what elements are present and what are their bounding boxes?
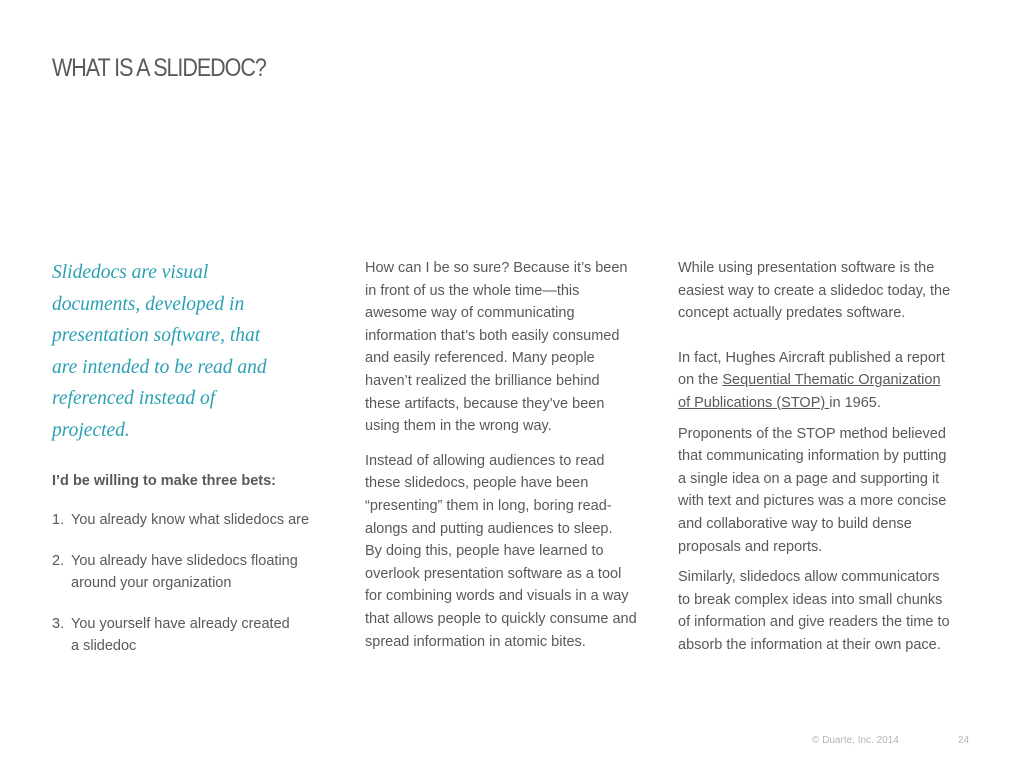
list-number: 2. [52, 553, 65, 569]
intro-line: projected. [52, 419, 130, 441]
list-line: a slidedoc [71, 638, 137, 654]
text-line: By doing this, people have learned to [365, 543, 604, 560]
paragraph-instead [365, 450, 663, 653]
list-item [52, 550, 342, 594]
text-line: “presenting” them in long, boring read- [365, 497, 612, 514]
text-line: overlook presentation software as a tool [365, 565, 622, 582]
intro-line: Slidedocs are visual [52, 262, 209, 283]
text-line: alongs and putting audiences to sleep. [365, 520, 613, 537]
text-line: In fact, Hughes Aircraft published a report [678, 349, 945, 366]
text-line: spread information in atomic bites. [365, 633, 586, 650]
text-line [678, 392, 978, 415]
text-line: using them in the wrong way. [365, 418, 552, 435]
intro-line: referenced instead of [52, 388, 216, 409]
intro-quote [52, 257, 342, 446]
intro-line: are intended to be read and [52, 356, 267, 378]
left-column [52, 257, 342, 676]
text-line: absorb the information at their own pace. [678, 636, 941, 653]
paragraph-how-sure [365, 257, 663, 438]
text-line: While using presentation software is the [678, 260, 935, 276]
list-number: 3. [52, 616, 65, 632]
text-line: to break complex ideas into small chunks [678, 591, 943, 608]
right-column [678, 257, 978, 657]
text-line: that communicating information by putting [678, 448, 947, 465]
text-line: easiest way to create a slidedoc today, the [678, 282, 951, 299]
text-line: these artifacts, because they’ve been [365, 395, 605, 412]
text-line: for combining words and visuals in a way [365, 588, 629, 605]
text-line: in front of us the whole time—this [365, 282, 580, 299]
page-number: 24 [958, 735, 970, 746]
list-line: around your organization [71, 575, 232, 591]
bets-list [52, 509, 342, 657]
text-line [678, 369, 978, 392]
intro-line: presentation software, that [52, 325, 261, 346]
list-text [71, 613, 290, 657]
stop-link[interactable]: Sequential Thematic Organization [722, 372, 941, 389]
page-title: WHAT IS A SLIDEDOC? [52, 54, 266, 82]
text-fragment: on the [678, 372, 723, 389]
paragraph-predates [678, 257, 978, 325]
text-line: with text and pictures was a more concise [678, 493, 947, 510]
text-fragment: in 1965. [829, 394, 881, 411]
list-text [71, 550, 298, 594]
text-line: Instead of allowing audiences to read [365, 452, 605, 469]
stop-link-continued[interactable]: of Publications (STOP) [678, 394, 830, 411]
list-item [52, 509, 342, 531]
list-item [52, 613, 342, 657]
text-line: of information and give readers the time to [678, 614, 950, 631]
bets-heading: I’d be willing to make three bets: [52, 473, 276, 489]
text-line: awesome way of communicating [365, 305, 575, 322]
paragraph-hughes [678, 347, 978, 415]
list-line: You already know what slidedocs are [71, 512, 310, 528]
text-line: proposals and reports. [678, 538, 823, 555]
paragraph-proponents [678, 423, 978, 559]
list-line: You yourself have already created [71, 616, 290, 632]
text-line: that allows people to quickly consume and [365, 610, 637, 627]
text-line: and collaborative way to build dense [678, 515, 912, 532]
text-line: Proponents of the STOP method believed [678, 425, 946, 442]
text-line: information that’s both easily consumed [365, 327, 620, 344]
paragraph-similarly [678, 566, 978, 656]
text-line: and easily referenced. Many people [365, 350, 595, 367]
text-line: these slidedocs, people have been [365, 475, 589, 492]
text-line: concept actually predates software. [678, 305, 906, 322]
text-line: Similarly, slidedocs allow communicators [678, 569, 940, 586]
list-number: 1. [52, 512, 65, 528]
middle-column [365, 257, 663, 653]
list-text [71, 509, 309, 531]
intro-line: documents, developed in [52, 293, 245, 315]
text-line: a single idea on a page and supporting it [678, 470, 940, 487]
text-line: haven’t realized the brilliance behind [365, 372, 600, 389]
list-line: You already have slidedocs floating [71, 553, 298, 569]
text-line: How can I be so sure? Because it’s been [365, 260, 628, 276]
copyright-notice: © Duarte, Inc. 2014 [812, 735, 899, 746]
